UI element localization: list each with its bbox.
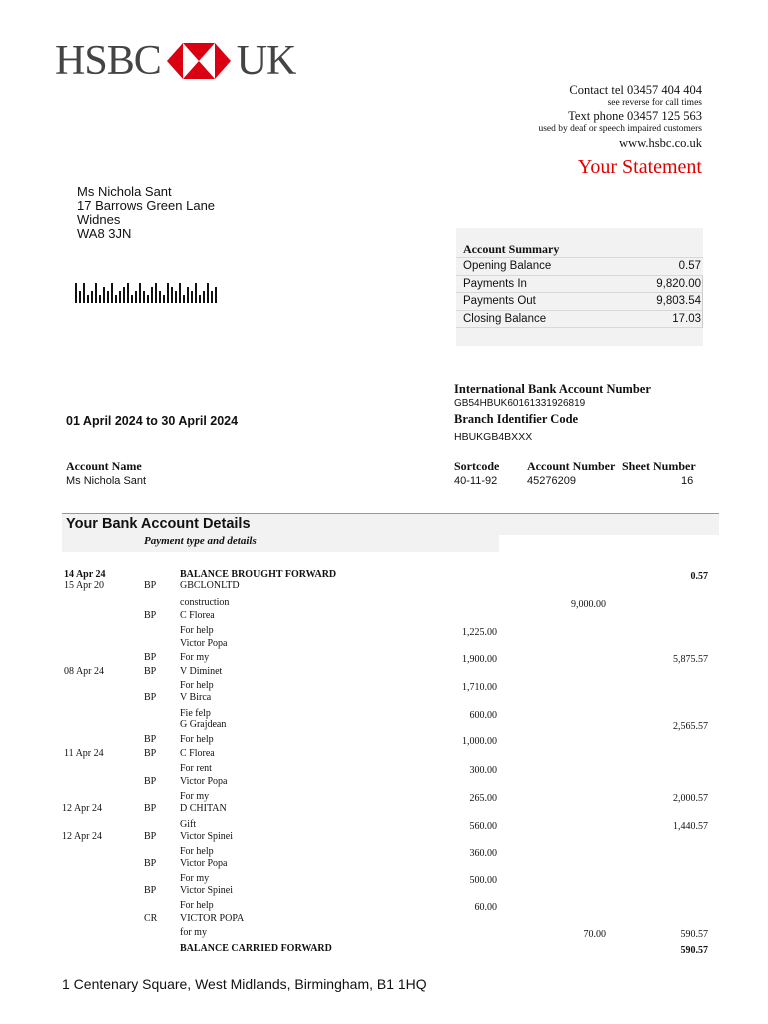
transaction-bal: 2,565.57 [673, 721, 708, 732]
transaction-desc: For rent [180, 763, 212, 774]
contact-block [538, 83, 702, 151]
transaction-desc: V Birca [180, 692, 212, 703]
sheet-number-value: 16 [681, 475, 694, 487]
transaction-desc: D CHITAN [180, 803, 227, 814]
transaction-desc: C Florea [180, 610, 215, 621]
address-line2: Widnes [77, 212, 121, 227]
transaction-desc: for my [180, 927, 207, 938]
transaction-desc: Gift [180, 819, 197, 830]
contact-web-link[interactable]: www.hsbc.co.uk [619, 135, 702, 150]
transaction-desc: For my [180, 652, 210, 663]
transaction-desc: BALANCE BROUGHT FORWARD [180, 569, 337, 580]
transaction-desc: construction [180, 597, 230, 608]
transaction-in: 9,000.00 [571, 599, 606, 610]
summary-row-closing [456, 310, 703, 328]
transaction-desc: Victor Spinei [180, 831, 234, 842]
transaction-date: 11 Apr 24 [64, 748, 104, 759]
transaction-type: BP [144, 831, 157, 842]
transaction-type: BP [144, 692, 157, 703]
transaction-type: BP [144, 580, 157, 591]
transaction-desc: Fie felp [180, 708, 211, 719]
payment-type-header: Payment type and details [144, 535, 257, 547]
address-name: Ms Nichola Sant [77, 184, 172, 199]
transaction-bal: 590.57 [680, 929, 708, 940]
transaction-date: 15 Apr 20 [64, 580, 104, 591]
summary-label: Payments Out [463, 295, 536, 307]
summary-value: 9,820.00 [656, 278, 701, 290]
summary-title: Account Summary [463, 242, 560, 256]
transaction-in: 70.00 [583, 929, 606, 940]
transaction-desc: V Diminet [180, 666, 223, 677]
summary-divider [702, 311, 703, 328]
summary-label: Payments In [463, 278, 527, 290]
transaction-desc: Victor Popa [180, 776, 228, 787]
bic-value: HBUKGB4BXXX [454, 431, 533, 443]
hsbc-logo [55, 40, 295, 82]
transaction-desc: C Florea [180, 748, 215, 759]
account-number-label: Account Number [527, 459, 616, 473]
transaction-out: 500.00 [469, 875, 497, 886]
account-number-value: 45276209 [527, 475, 576, 487]
transaction-out: 1,900.00 [462, 654, 497, 665]
summary-divider [702, 276, 703, 293]
summary-label: Closing Balance [463, 313, 547, 325]
transaction-type: BP [144, 666, 157, 677]
sheet-number-label: Sheet Number [622, 459, 696, 473]
contact-textphone: Text phone 03457 125 563 [568, 109, 702, 124]
hexagon-logo-icon [167, 43, 231, 79]
iban-label: International Bank Account Number [454, 382, 651, 396]
transaction-type: BP [144, 748, 157, 759]
transaction-out: 560.00 [469, 821, 497, 832]
transaction-type: BP [144, 858, 157, 869]
transaction-desc: BALANCE CARRIED FORWARD [180, 943, 332, 954]
transaction-out: 1,000.00 [462, 736, 497, 747]
statement-title: Your Statement [577, 156, 702, 178]
summary-divider [702, 293, 703, 310]
transaction-type: BP [144, 776, 157, 787]
transaction-type: BP [144, 803, 157, 814]
transaction-date: 12 Apr 24 [62, 831, 102, 842]
customer-address [77, 185, 215, 241]
transaction-bal: 1,440.57 [673, 821, 708, 832]
transaction-desc: VICTOR POPA [180, 913, 245, 924]
postal-barcode [75, 283, 217, 303]
summary-row-opening [456, 257, 703, 275]
transaction-date: 12 Apr 24 [62, 803, 102, 814]
transaction-desc: Victor Spinei [180, 885, 234, 896]
account-name-value: Ms Nichola Sant [66, 475, 147, 487]
transaction-desc: For my [180, 791, 210, 802]
transaction-desc: For my [180, 873, 210, 884]
payment-type-header-bar [62, 534, 499, 552]
logo-text-uk: UK [236, 38, 296, 84]
transaction-type: BP [144, 885, 157, 896]
transaction-bal: 590.57 [680, 945, 708, 956]
transaction-desc: Victor Popa [180, 638, 228, 649]
summary-value: 0.57 [678, 260, 701, 272]
contact-tel: Contact tel 03457 404 404 [569, 83, 702, 97]
transaction-desc: GBCLONLTD [180, 580, 240, 591]
transaction-bal: 5,875.57 [673, 654, 708, 665]
transaction-type: BP [144, 652, 157, 663]
transaction-desc: Victor Popa [180, 858, 228, 869]
logo-text-hsbc: HSBC [55, 38, 161, 84]
contact-tel-note: see reverse for call times [607, 98, 702, 108]
address-line1: 17 Barrows Green Lane [77, 198, 216, 213]
summary-row-payments-out [456, 292, 703, 310]
details-title: Your Bank Account Details [66, 516, 251, 532]
summary-value: 9,803.54 [656, 295, 701, 307]
transaction-out: 1,225.00 [462, 627, 497, 638]
transaction-out: 265.00 [469, 793, 497, 804]
iban-value: GB54HBUK60161331926819 [454, 398, 586, 409]
summary-value: 17.03 [672, 313, 701, 325]
transaction-desc: For help [180, 680, 214, 691]
transaction-type: BP [144, 610, 157, 621]
transaction-type: CR [144, 913, 158, 924]
transaction-bal: 2,000.57 [673, 793, 708, 804]
sortcode-value: 40-11-92 [454, 475, 498, 487]
bic-label: Branch Identifier Code [454, 412, 579, 426]
statement-period: 01 April 2024 to 30 April 2024 [66, 414, 239, 428]
transaction-out: 60.00 [474, 902, 497, 913]
transaction-out: 300.00 [469, 765, 497, 776]
transaction-out: 600.00 [469, 710, 497, 721]
transaction-desc: For help [180, 734, 214, 745]
transaction-date: 08 Apr 24 [64, 666, 104, 677]
transaction-desc: For help [180, 900, 214, 911]
transaction-desc: G Grajdean [180, 719, 227, 730]
account-summary-box [456, 228, 703, 346]
address-postcode: WA8 3JN [77, 226, 132, 241]
summary-label: Opening Balance [463, 260, 552, 272]
transaction-date: 14 Apr 24 [64, 569, 106, 580]
transaction-out: 1,710.00 [462, 682, 497, 693]
transaction-desc: For help [180, 846, 214, 857]
contact-textphone-note: used by deaf or speech impaired customers [538, 124, 702, 135]
footer-address: 1 Centenary Square, West Midlands, Birmingham, B1 1HQ [62, 976, 427, 992]
sortcode-label: Sortcode [454, 459, 500, 473]
account-name-label: Account Name [66, 459, 142, 473]
transaction-type: BP [144, 734, 157, 745]
transaction-bal: 0.57 [690, 571, 708, 582]
transaction-out: 360.00 [469, 848, 497, 859]
transaction-desc: For help [180, 625, 214, 636]
summary-row-payments-in [456, 275, 703, 293]
